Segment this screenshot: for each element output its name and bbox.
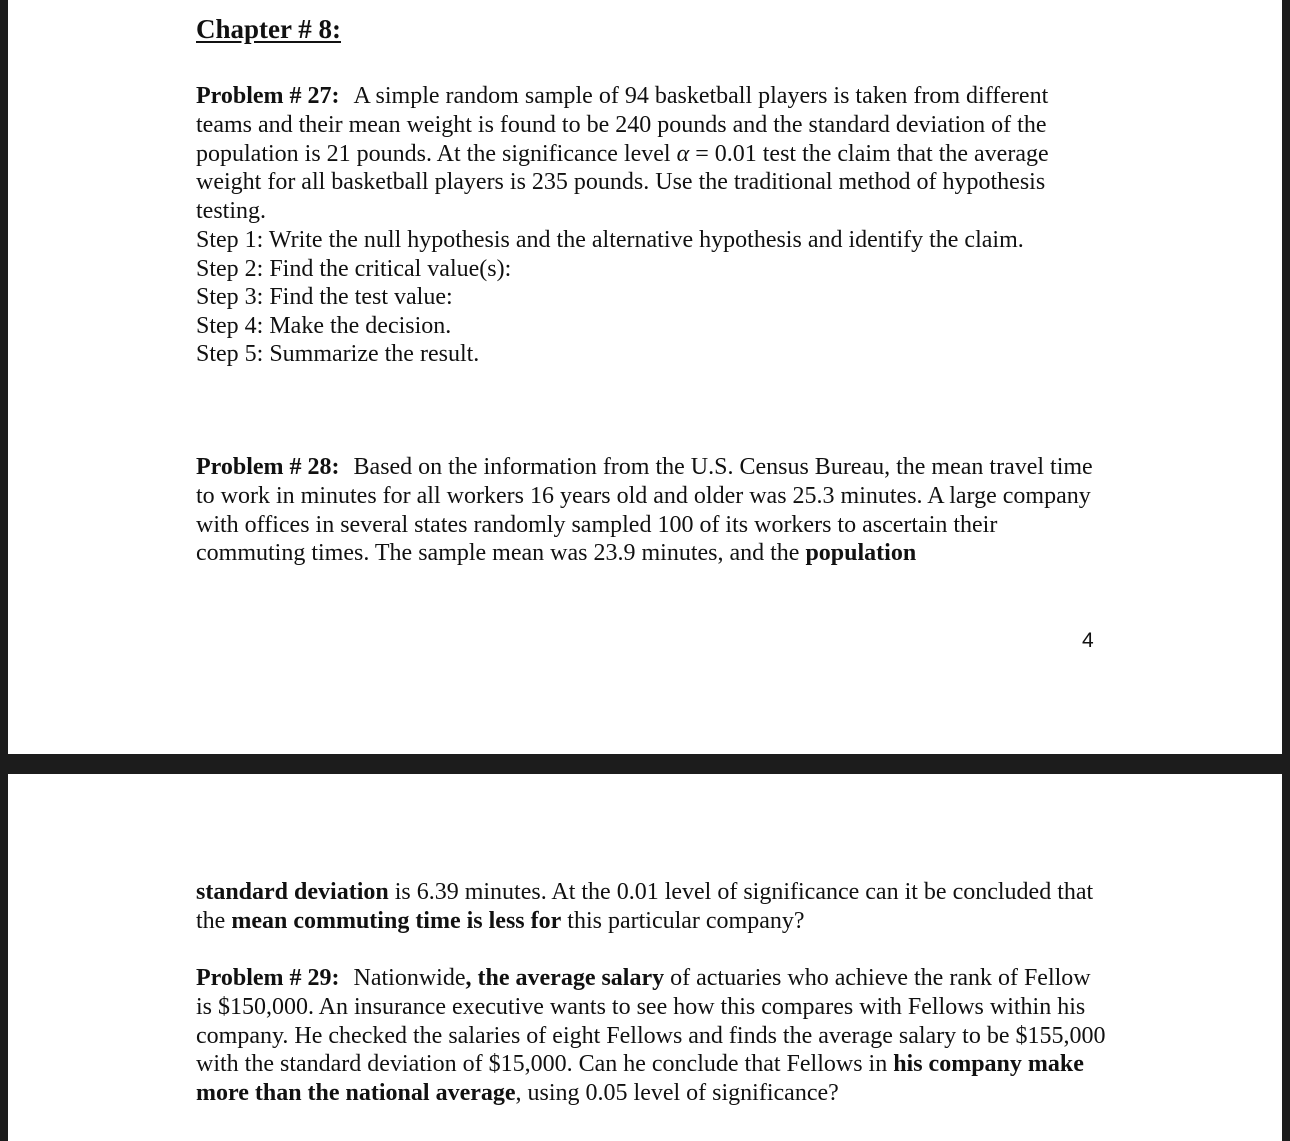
step-1: Step 1: Write the null hypothesis and the alternative hypothesis and identify the claim. (196, 227, 1024, 253)
problem-29-label: Problem # 29: (196, 965, 340, 991)
document-page-1 (8, 0, 1282, 754)
problem-29-text (196, 964, 1106, 1108)
problem-27-label: Problem # 27: (196, 83, 340, 109)
problem-29-text-c: , using 0.05 level of significance? (515, 1080, 839, 1107)
problem-27-steps (196, 226, 1024, 369)
problem-28-text-c: this particular company? (561, 907, 805, 934)
problem-27-text-b: test the claim that the average weight for all basketball players is 235 pounds. Use the traditional method of hypothesis testing. (196, 140, 1049, 225)
problem-28-text-a: Based on the information from the U.S. Census Bureau, the mean travel time to work in minutes for all workers 16 years old and older was 25.3 minutes. A large company with offices in several states randomly sampled 100 of its workers to ascertain their commuting times. The sample mean was 23.9 minutes, and the (196, 454, 1093, 567)
step-5: Step 5: Summarize the result. (196, 341, 480, 368)
problem-29-text-a: Nationwide (353, 965, 466, 991)
problem-28-bold-a: population (805, 540, 917, 567)
problem-29-text-b: of actuaries who achieve the rank of Fellow is $150,000. An insurance executive wants to see how this compares with Fellows within his company. He checked the salaries of eight Fellows and finds the average salary to be $155,000 with the standard deviation of $15,000. Can he conclude that Fellows in (196, 965, 1106, 1078)
problem-28-text-part-1 (196, 453, 1106, 568)
problem-28-label: Problem # 28: (196, 454, 340, 480)
problem-28-bold-b: standard deviation (196, 879, 389, 905)
problem-29-bold-b: his company make more than the national average (196, 1051, 1084, 1107)
chapter-title: Chapter # 8: (196, 14, 341, 44)
document-page-2 (8, 774, 1282, 1141)
problem-28-text-part-2 (196, 878, 1106, 936)
alpha-symbol: α (676, 140, 690, 167)
alpha-value: = 0.01 (689, 140, 757, 167)
step-2: Step 2: Find the critical value(s): (196, 255, 512, 282)
page-number: 4 (1082, 629, 1094, 652)
step-3: Step 3: Find the test value: (196, 284, 453, 311)
step-4: Step 4: Make the decision. (196, 312, 452, 339)
problem-28-text-b: is 6.39 minutes. At the 0.01 level of significance can it be concluded that the (196, 879, 1094, 934)
problem-27-text (196, 82, 1106, 226)
problem-28-bold-c: mean commuting time is less for (231, 907, 562, 934)
problem-29-bold-a: , the average salary (465, 965, 665, 991)
problem-27-text-a: A simple random sample of 94 basketball players is taken from different teams and their mean weight is found to be 240 pounds and the standard deviation of the population is 21 pounds. At the significance level (196, 83, 1049, 167)
